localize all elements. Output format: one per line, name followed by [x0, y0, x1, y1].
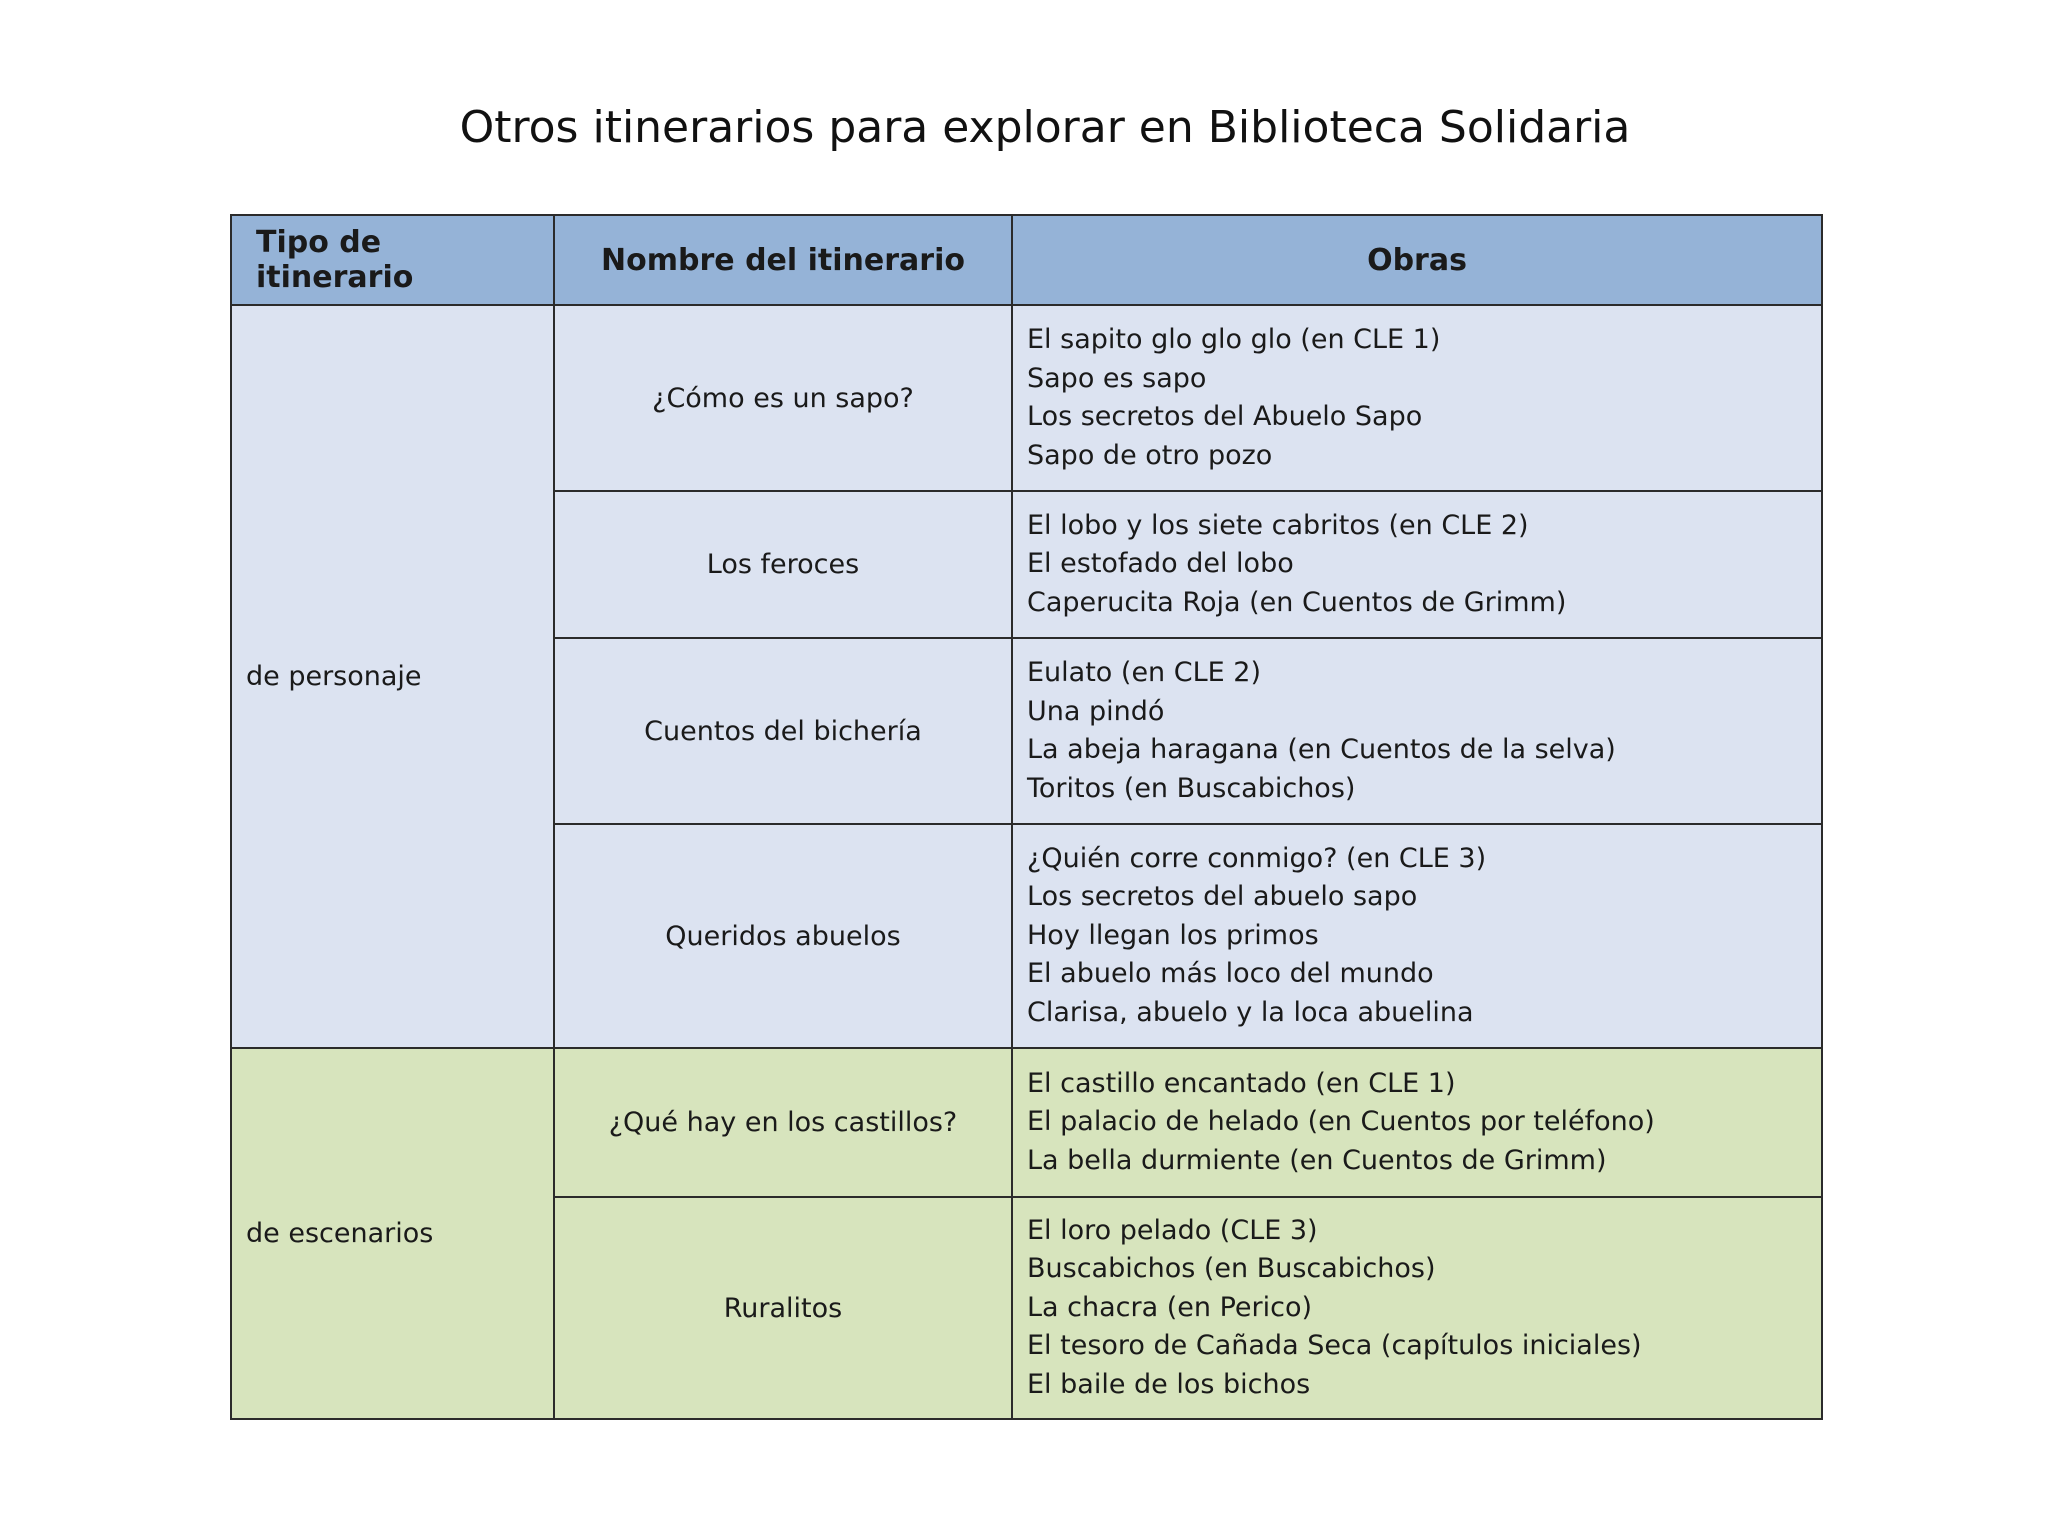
table-row [231, 305, 1822, 491]
obra-item: El sapito glo glo glo (en CLE 1) [1027, 324, 1441, 355]
header-obras: Obras [1012, 215, 1822, 305]
nombre-cell: Cuentos del bichería [554, 638, 1012, 824]
obras-cell [1012, 638, 1822, 824]
obra-item: Los secretos del abuelo sapo [1027, 881, 1418, 913]
obra-item: La chacra (en Perico) [1027, 1291, 1313, 1323]
itineraries-table [230, 214, 1823, 1420]
obra-item: El baile de los bichos [1027, 1368, 1311, 1400]
obras-cell [1012, 491, 1822, 638]
obra-item: El abuelo más loco del mundo [1027, 958, 1434, 990]
obra-item: Hoy llegan los primos [1027, 919, 1319, 951]
obra-item: El castillo encantado (en CLE 1) [1027, 1067, 1456, 1099]
header-nombre: Nombre del itinerario [554, 215, 1012, 305]
obra-item: Una pindó [1027, 695, 1165, 727]
obra-item: Buscabichos (en Buscabichos) [1027, 1253, 1436, 1285]
tipo-cell-personaje: de personaje [231, 305, 554, 1048]
header-row [231, 215, 1822, 305]
nombre-cell: Ruralitos [554, 1197, 1012, 1419]
obra-item: La bella durmiente (en Cuentos de Grimm) [1027, 1144, 1607, 1176]
obra-item: El lobo y los siete cabritos (en CLE 2) [1027, 509, 1529, 541]
tipo-cell-escenarios: de escenarios [231, 1048, 554, 1419]
obra-item: El palacio de helado (en Cuentos por teléfono) [1027, 1106, 1655, 1138]
obras-cell [1012, 824, 1822, 1048]
header-tipo: Tipo de itinerario [231, 215, 554, 305]
obra-item: Eulato (en CLE 2) [1027, 657, 1261, 688]
nombre-cell: Los feroces [554, 491, 1012, 638]
obra-item: El loro pelado (CLE 3) [1027, 1214, 1318, 1246]
obra-item: ¿Quién corre conmigo? (en CLE 3) [1027, 842, 1487, 874]
obra-item: El estofado del lobo [1027, 548, 1294, 580]
obra-item: Los secretos del Abuelo Sapo [1027, 401, 1423, 432]
obras-cell [1012, 1197, 1822, 1419]
nombre-cell: ¿Cómo es un sapo? [554, 305, 1012, 491]
obra-item: Sapo de otro pozo [1027, 439, 1273, 471]
nombre-cell: Queridos abuelos [554, 824, 1012, 1048]
obra-item: Sapo es sapo [1027, 362, 1207, 394]
nombre-cell: ¿Qué hay en los castillos? [554, 1048, 1012, 1197]
table-row [231, 1048, 1822, 1197]
obra-item: La abeja haragana (en Cuentos de la selva) [1027, 734, 1616, 765]
obra-item: El tesoro de Cañada Seca (capítulos iniciales) [1027, 1330, 1642, 1362]
obra-item: Toritos (en Buscabichos) [1027, 772, 1356, 804]
obra-item: Clarisa, abuelo y la loca abuelina [1027, 996, 1474, 1028]
obra-item: Caperucita Roja (en Cuentos de Grimm) [1027, 586, 1567, 618]
obras-cell [1012, 305, 1822, 491]
obras-cell [1012, 1048, 1822, 1197]
page-title: Otros itinerarios para explorar en Biblioteca Solidaria [459, 102, 1631, 153]
